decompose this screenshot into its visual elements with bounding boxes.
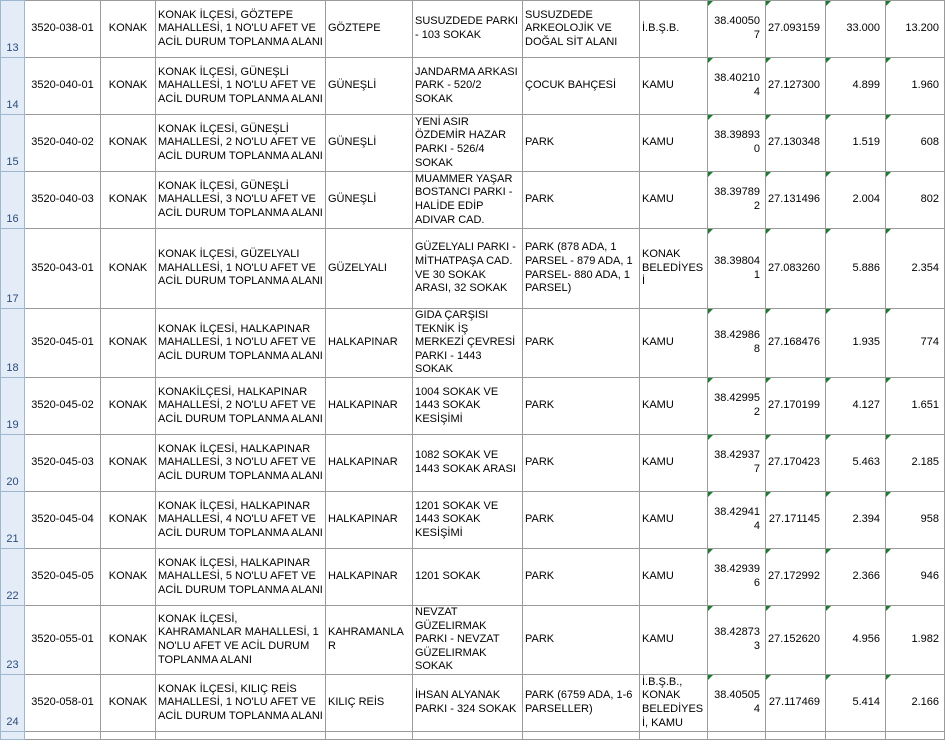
cell-code[interactable]: 3520-045-05 bbox=[25, 548, 101, 605]
cell-location[interactable]: JANDARMA ARKASI PARK - 520/2 SOKAK bbox=[413, 58, 523, 115]
cell-area[interactable]: 2.004 bbox=[826, 172, 886, 229]
cell-neighborhood[interactable]: HALKAPINAR bbox=[326, 491, 413, 548]
cell-usage[interactable]: PARK bbox=[523, 491, 640, 548]
cell-district[interactable]: KONAK bbox=[101, 58, 156, 115]
cell-code[interactable]: 3520-045-03 bbox=[25, 434, 101, 491]
row-header[interactable] bbox=[1, 731, 25, 739]
table-row bbox=[1, 548, 945, 605]
cell-location[interactable]: SUSUZDEDE PARKI - 103 SOKAK bbox=[413, 1, 523, 58]
cell-capacity[interactable]: 2.185 bbox=[886, 434, 945, 491]
cell-location[interactable]: YENİ ASIR ÖZDEMİR HAZAR PARKI - 526/4 SOKAK bbox=[413, 115, 523, 172]
cell-longitude[interactable]: 27.168476 bbox=[766, 309, 826, 378]
cell-neighborhood[interactable]: HALKAPINAR bbox=[326, 309, 413, 378]
cell-latitude[interactable]: 38.429868 bbox=[708, 309, 766, 378]
cell-code[interactable]: 3520-043-01 bbox=[25, 229, 101, 309]
cell-empty[interactable] bbox=[101, 731, 156, 739]
table-row bbox=[1, 58, 945, 115]
cell-empty[interactable] bbox=[326, 731, 413, 739]
cell-longitude[interactable]: 27.172992 bbox=[766, 548, 826, 605]
cell-longitude[interactable]: 27.093159 bbox=[766, 1, 826, 58]
cell-latitude[interactable]: 38.428733 bbox=[708, 605, 766, 674]
cell-description[interactable]: KONAK İLÇESİ, GÜZELYALI MAHALLESİ, 1 NO'LU AFET VE ACİL DURUM TOPLANMA ALANI bbox=[156, 229, 326, 309]
cell-description[interactable]: KONAK İLÇESİ, HALKAPINAR MAHALLESİ, 1 NO'LU AFET VE ACİL DURUM TOPLANMA ALANI bbox=[156, 309, 326, 378]
cell-description[interactable]: KONAK İLÇESİ, GÜNEŞLİ MAHALLESİ, 1 NO'LU AFET VE ACİL DURUM TOPLANMA ALANI bbox=[156, 58, 326, 115]
row-header[interactable]: 17 bbox=[1, 229, 25, 309]
row-header[interactable]: 16 bbox=[1, 172, 25, 229]
cell-latitude[interactable]: 38.429952 bbox=[708, 377, 766, 434]
cell-neighborhood[interactable]: HALKAPINAR bbox=[326, 434, 413, 491]
cell-latitude[interactable]: 38.429396 bbox=[708, 548, 766, 605]
cell-location[interactable]: 1201 SOKAK VE 1443 SOKAK KESİŞİMİ bbox=[413, 491, 523, 548]
cell-description[interactable]: KONAK İLÇESİ, GÜNEŞLİ MAHALLESİ, 2 NO'LU AFET VE ACİL DURUM TOPLANMA ALANI bbox=[156, 115, 326, 172]
table-row bbox=[1, 115, 945, 172]
cell-description[interactable]: KONAK İLÇESİ, HALKAPINAR MAHALLESİ, 5 NO'LU AFET VE ACİL DURUM TOPLANMA ALANI bbox=[156, 548, 326, 605]
cell-neighborhood[interactable]: KILIÇ REİS bbox=[326, 674, 413, 731]
cell-capacity[interactable]: 946 bbox=[886, 548, 945, 605]
cell-owner[interactable]: KONAK BELEDİYESİ bbox=[640, 229, 708, 309]
cell-capacity[interactable]: 608 bbox=[886, 115, 945, 172]
cell-code[interactable]: 3520-040-03 bbox=[25, 172, 101, 229]
cell-capacity[interactable]: 2.166 bbox=[886, 674, 945, 731]
cell-area[interactable]: 33.000 bbox=[826, 1, 886, 58]
cell-code[interactable]: 3520-040-02 bbox=[25, 115, 101, 172]
cell-capacity[interactable]: 1.651 bbox=[886, 377, 945, 434]
cell-code[interactable]: 3520-038-01 bbox=[25, 1, 101, 58]
cell-code[interactable]: 3520-058-01 bbox=[25, 674, 101, 731]
cell-neighborhood[interactable]: GÜNEŞLİ bbox=[326, 172, 413, 229]
cell-capacity[interactable]: 802 bbox=[886, 172, 945, 229]
cell-longitude[interactable]: 27.170423 bbox=[766, 434, 826, 491]
row-header[interactable]: 13 bbox=[1, 1, 25, 58]
cell-usage[interactable]: PARK bbox=[523, 115, 640, 172]
cell-longitude[interactable]: 27.152620 bbox=[766, 605, 826, 674]
table-row bbox=[1, 229, 945, 309]
cell-location[interactable]: 1082 SOKAK VE 1443 SOKAK ARASI bbox=[413, 434, 523, 491]
cell-longitude[interactable]: 27.170199 bbox=[766, 377, 826, 434]
cell-capacity[interactable]: 774 bbox=[886, 309, 945, 378]
row-header[interactable]: 24 bbox=[1, 674, 25, 731]
cell-district[interactable]: KONAK bbox=[101, 674, 156, 731]
cell-description[interactable]: KONAK İLÇESİ, KAHRAMANLAR MAHALLESİ, 1 NO'LU AFET VE ACİL DURUM TOPLANMA ALANI bbox=[156, 605, 326, 674]
cell-code[interactable]: 3520-045-04 bbox=[25, 491, 101, 548]
row-header[interactable]: 18 bbox=[1, 309, 25, 378]
cell-longitude[interactable]: 27.127300 bbox=[766, 58, 826, 115]
cell-usage[interactable]: PARK bbox=[523, 309, 640, 378]
cell-district[interactable]: KONAK bbox=[101, 434, 156, 491]
cell-usage[interactable]: PARK (878 ADA, 1 PARSEL - 879 ADA, 1 PARSEL- 880 ADA, 1 PARSEL) bbox=[523, 229, 640, 309]
cell-district[interactable]: KONAK bbox=[101, 491, 156, 548]
cell-owner[interactable]: İ.B.Ş.B. bbox=[640, 1, 708, 58]
row-header[interactable]: 19 bbox=[1, 377, 25, 434]
table-row bbox=[1, 377, 945, 434]
cell-code[interactable]: 3520-040-01 bbox=[25, 58, 101, 115]
cell-area[interactable]: 2.366 bbox=[826, 548, 886, 605]
cell-usage[interactable]: ÇOCUK BAHÇESİ bbox=[523, 58, 640, 115]
cell-district[interactable]: KONAK bbox=[101, 605, 156, 674]
cell-longitude[interactable]: 27.171145 bbox=[766, 491, 826, 548]
row-header[interactable]: 22 bbox=[1, 548, 25, 605]
cell-empty[interactable] bbox=[826, 731, 886, 739]
cell-district[interactable]: KONAK bbox=[101, 229, 156, 309]
cell-empty[interactable] bbox=[413, 731, 523, 739]
cell-area[interactable]: 5.463 bbox=[826, 434, 886, 491]
cell-latitude[interactable]: 38.429414 bbox=[708, 491, 766, 548]
table-row bbox=[1, 309, 945, 378]
cell-area[interactable]: 4.127 bbox=[826, 377, 886, 434]
cell-district[interactable]: KONAK bbox=[101, 309, 156, 378]
cell-district[interactable]: KONAK bbox=[101, 377, 156, 434]
cell-owner[interactable]: KAMU bbox=[640, 172, 708, 229]
cell-capacity[interactable]: 1.960 bbox=[886, 58, 945, 115]
cell-longitude[interactable]: 27.083260 bbox=[766, 229, 826, 309]
cell-description[interactable]: KONAK İLÇESİ, HALKAPINAR MAHALLESİ, 3 NO'LU AFET VE ACİL DURUM TOPLANMA ALANI bbox=[156, 434, 326, 491]
cell-area[interactable]: 5.414 bbox=[826, 674, 886, 731]
cell-location[interactable]: İHSAN ALYANAK PARKI - 324 SOKAK bbox=[413, 674, 523, 731]
cell-latitude[interactable]: 38.429377 bbox=[708, 434, 766, 491]
row-header[interactable]: 14 bbox=[1, 58, 25, 115]
cell-owner[interactable]: KAMU bbox=[640, 605, 708, 674]
row-header[interactable]: 21 bbox=[1, 491, 25, 548]
cell-area[interactable]: 4.956 bbox=[826, 605, 886, 674]
cell-code[interactable]: 3520-055-01 bbox=[25, 605, 101, 674]
cell-neighborhood[interactable]: GÖZTEPE bbox=[326, 1, 413, 58]
cell-neighborhood[interactable]: HALKAPINAR bbox=[326, 377, 413, 434]
cell-usage[interactable]: PARK bbox=[523, 377, 640, 434]
cell-location[interactable]: 1201 SOKAK bbox=[413, 548, 523, 605]
cell-usage[interactable]: SUSUZDEDE ARKEOLOJİK VE DOĞAL SİT ALANI bbox=[523, 1, 640, 58]
cell-neighborhood[interactable]: GÜNEŞLİ bbox=[326, 58, 413, 115]
cell-usage[interactable]: PARK (6759 ADA, 1-6 PARSELLER) bbox=[523, 674, 640, 731]
table-row bbox=[1, 434, 945, 491]
cell-area[interactable]: 1.519 bbox=[826, 115, 886, 172]
cell-empty[interactable] bbox=[886, 731, 945, 739]
cell-area[interactable]: 4.899 bbox=[826, 58, 886, 115]
cell-location[interactable]: 1004 SOKAK VE 1443 SOKAK KESİŞİMİ bbox=[413, 377, 523, 434]
cell-empty[interactable] bbox=[640, 731, 708, 739]
cell-latitude[interactable]: 38.398041 bbox=[708, 229, 766, 309]
cell-capacity[interactable]: 958 bbox=[886, 491, 945, 548]
cell-empty[interactable] bbox=[766, 731, 826, 739]
cell-code[interactable]: 3520-045-02 bbox=[25, 377, 101, 434]
cell-owner[interactable]: KAMU bbox=[640, 434, 708, 491]
cell-location[interactable]: GÜZELYALI PARKI - MİTHATPAŞA CAD. VE 30 SOKAK ARASI, 32 SOKAK bbox=[413, 229, 523, 309]
cell-district[interactable]: KONAK bbox=[101, 1, 156, 58]
cell-capacity[interactable]: 13.200 bbox=[886, 1, 945, 58]
cell-empty[interactable] bbox=[156, 731, 326, 739]
cell-description[interactable]: KONAK İLÇESİ, HALKAPINAR MAHALLESİ, 4 NO'LU AFET VE ACİL DURUM TOPLANMA ALANI bbox=[156, 491, 326, 548]
cell-empty[interactable] bbox=[523, 731, 640, 739]
table-row bbox=[1, 491, 945, 548]
cell-district[interactable]: KONAK bbox=[101, 172, 156, 229]
cell-neighborhood[interactable]: KAHRAMANLAR bbox=[326, 605, 413, 674]
table-row bbox=[1, 605, 945, 674]
cell-latitude[interactable]: 38.405054 bbox=[708, 674, 766, 731]
cell-neighborhood[interactable]: GÜNEŞLİ bbox=[326, 115, 413, 172]
cell-description[interactable]: KONAKİLÇESİ, HALKAPINAR MAHALLESİ, 2 NO'LU AFET VE ACİL DURUM TOPLANMA ALANI bbox=[156, 377, 326, 434]
cell-location[interactable]: GIDA ÇARŞISI TEKNİK İŞ MERKEZİ ÇEVRESİ PARKI - 1443 SOKAK bbox=[413, 309, 523, 378]
cell-area[interactable]: 5.886 bbox=[826, 229, 886, 309]
cell-usage[interactable]: PARK bbox=[523, 434, 640, 491]
cell-description[interactable]: KONAK İLÇESİ, KILIÇ REİS MAHALLESİ, 1 NO'LU AFET VE ACİL DURUM TOPLANMA ALANI bbox=[156, 674, 326, 731]
cell-owner[interactable]: İ.B.Ş.B., KONAK BELEDİYESİ, KAMU bbox=[640, 674, 708, 731]
cell-usage[interactable]: PARK bbox=[523, 172, 640, 229]
cell-area[interactable]: 2.394 bbox=[826, 491, 886, 548]
cell-owner[interactable]: KAMU bbox=[640, 377, 708, 434]
row-header[interactable]: 15 bbox=[1, 115, 25, 172]
cell-neighborhood[interactable]: GÜZELYALI bbox=[326, 229, 413, 309]
cell-empty[interactable] bbox=[25, 731, 101, 739]
cell-description[interactable]: KONAK İLÇESİ, GÖZTEPE MAHALLESİ, 1 NO'LU AFET VE ACİL DURUM TOPLANMA ALANI bbox=[156, 1, 326, 58]
cell-capacity[interactable]: 2.354 bbox=[886, 229, 945, 309]
cell-area[interactable]: 1.935 bbox=[826, 309, 886, 378]
cell-capacity[interactable]: 1.982 bbox=[886, 605, 945, 674]
table-row bbox=[1, 172, 945, 229]
cell-usage[interactable]: PARK bbox=[523, 548, 640, 605]
table-row bbox=[1, 674, 945, 731]
cell-location[interactable]: MUAMMER YAŞAR BOSTANCI PARKI - HALİDE EDİP ADIVAR CAD. bbox=[413, 172, 523, 229]
cell-owner[interactable]: KAMU bbox=[640, 58, 708, 115]
table-row bbox=[1, 1, 945, 58]
cell-latitude[interactable]: 38.402104 bbox=[708, 58, 766, 115]
cell-empty[interactable] bbox=[708, 731, 766, 739]
cell-neighborhood[interactable]: HALKAPINAR bbox=[326, 548, 413, 605]
row-header[interactable]: 20 bbox=[1, 434, 25, 491]
cell-latitude[interactable]: 38.398930 bbox=[708, 115, 766, 172]
cell-owner[interactable]: KAMU bbox=[640, 548, 708, 605]
cell-usage[interactable]: PARK bbox=[523, 605, 640, 674]
cell-longitude[interactable]: 27.131496 bbox=[766, 172, 826, 229]
cell-district[interactable]: KONAK bbox=[101, 548, 156, 605]
cell-owner[interactable]: KAMU bbox=[640, 115, 708, 172]
cell-longitude[interactable]: 27.130348 bbox=[766, 115, 826, 172]
cell-owner[interactable]: KAMU bbox=[640, 309, 708, 378]
cell-longitude[interactable]: 27.117469 bbox=[766, 674, 826, 731]
cell-owner[interactable]: KAMU bbox=[640, 491, 708, 548]
row-header[interactable]: 23 bbox=[1, 605, 25, 674]
cell-code[interactable]: 3520-045-01 bbox=[25, 309, 101, 378]
cell-latitude[interactable]: 38.397892 bbox=[708, 172, 766, 229]
cell-description[interactable]: KONAK İLÇESİ, GÜNEŞLİ MAHALLESİ, 3 NO'LU AFET VE ACİL DURUM TOPLANMA ALANI bbox=[156, 172, 326, 229]
cell-district[interactable]: KONAK bbox=[101, 115, 156, 172]
table-row-partial bbox=[1, 731, 945, 739]
cell-latitude[interactable]: 38.400507 bbox=[708, 1, 766, 58]
cell-location[interactable]: NEVZAT GÜZELIRMAK PARKI - NEVZAT GÜZELIRMAK SOKAK bbox=[413, 605, 523, 674]
